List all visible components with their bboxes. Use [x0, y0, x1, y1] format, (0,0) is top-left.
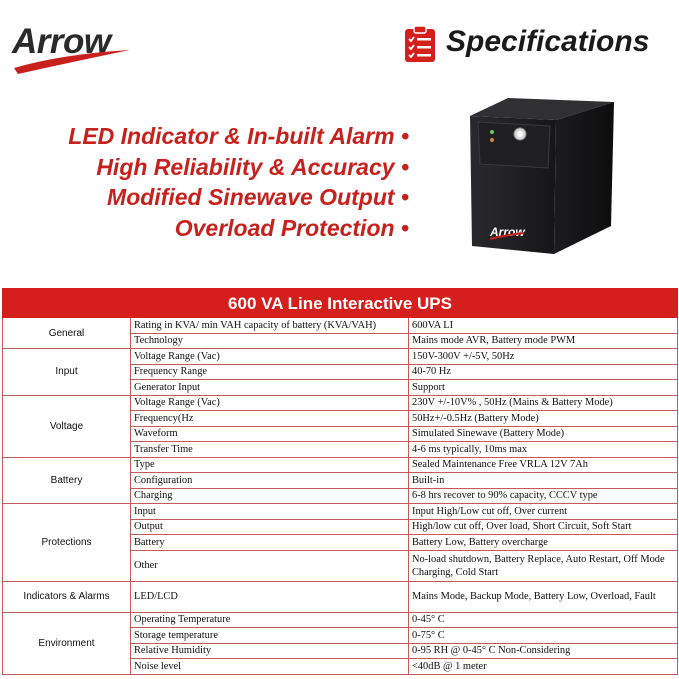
- page-title: Specifications: [446, 25, 650, 58]
- param-cell: Generator Input: [131, 380, 409, 396]
- feature-item: LED Indicator & In-built Alarm •: [68, 123, 409, 149]
- value-cell: 6-8 hrs recover to 90% capacity, CCCV type: [409, 488, 678, 504]
- param-cell: Transfer Time: [131, 442, 409, 458]
- value-cell: 150V-300V +/-5V, 50Hz: [409, 349, 678, 365]
- value-cell: Built-in: [409, 473, 678, 489]
- param-cell: Waveform: [131, 426, 409, 442]
- table-row: [3, 457, 678, 473]
- product-brand-label: Arrow: [490, 225, 525, 239]
- table-row: [3, 504, 678, 520]
- value-cell: 4-6 ms typically, 10ms max: [409, 442, 678, 458]
- param-cell: LED/LCD: [131, 581, 409, 612]
- param-cell: Other: [131, 550, 409, 581]
- param-cell: Output: [131, 519, 409, 535]
- param-cell: Configuration: [131, 473, 409, 489]
- param-cell: Frequency Range: [131, 364, 409, 380]
- value-cell: Simulated Sinewave (Battery Mode): [409, 426, 678, 442]
- table-row: [3, 349, 678, 365]
- param-cell: Rating in KVA/ min VAH capacity of battery (KVA/VAH): [131, 318, 409, 334]
- param-cell: Noise level: [131, 659, 409, 675]
- feature-item: High Reliability & Accuracy •: [96, 153, 409, 180]
- param-cell: Voltage Range (Vac): [131, 395, 409, 411]
- value-cell: No-load shutdown, Battery Replace, Auto Restart, Off Mode Charging, Cold Start: [409, 550, 678, 581]
- ups-product-image: [468, 98, 614, 256]
- param-cell: Relative Humidity: [131, 643, 409, 659]
- value-cell: 0-75° C: [409, 628, 678, 644]
- value-cell: Mains Mode, Backup Mode, Battery Low, Overload, Fault: [409, 581, 678, 612]
- value-cell: 230V +/-10V% , 50Hz (Mains & Battery Mode): [409, 395, 678, 411]
- param-cell: Storage temperature: [131, 628, 409, 644]
- value-cell: 40-70 Hz: [409, 364, 678, 380]
- value-cell: 0-45° C: [409, 612, 678, 628]
- value-cell: 0-95 RH @ 0-45° C Non-Considering: [409, 643, 678, 659]
- clipboard-checklist-icon: [404, 25, 436, 63]
- group-label: Battery: [3, 457, 131, 504]
- table-row: [3, 612, 678, 628]
- group-label: Voltage: [3, 395, 131, 457]
- param-cell: Type: [131, 457, 409, 473]
- param-cell: Battery: [131, 535, 409, 551]
- value-cell: Battery Low, Battery overcharge: [409, 535, 678, 551]
- table-row: [3, 318, 678, 334]
- param-cell: Input: [131, 504, 409, 520]
- group-label: Input: [3, 349, 131, 396]
- param-cell: Frequency(Hz: [131, 411, 409, 427]
- table-title-row: [3, 289, 678, 318]
- value-cell: High/low cut off, Over load, Short Circuit, Soft Start: [409, 519, 678, 535]
- value-cell: Input High/Low cut off, Over current: [409, 504, 678, 520]
- table-title: 600 VA Line Interactive UPS: [3, 289, 678, 318]
- feature-item: Modified Sinewave Output •: [107, 184, 409, 210]
- value-cell: Mains mode AVR, Battery mode PWM: [409, 333, 678, 349]
- logo-swoosh-icon: [12, 48, 132, 74]
- param-cell: Charging: [131, 488, 409, 504]
- specifications-table: [2, 288, 678, 675]
- value-cell: Sealed Maintenance Free VRLA 12V 7Ah: [409, 457, 678, 473]
- group-label: Environment: [3, 612, 131, 674]
- feature-item: Overload Protection •: [174, 214, 409, 241]
- group-label: General: [3, 318, 131, 349]
- value-cell: 50Hz+/-0.5Hz (Battery Mode): [409, 411, 678, 427]
- value-cell: Support: [409, 380, 678, 396]
- param-cell: Voltage Range (Vac): [131, 349, 409, 365]
- value-cell: <40dB @ 1 meter: [409, 659, 678, 675]
- param-cell: Technology: [131, 333, 409, 349]
- group-label: Protections: [3, 504, 131, 582]
- group-label: Indicators & Alarms: [3, 581, 131, 612]
- table-row: [3, 581, 678, 612]
- feature-list: [68, 121, 409, 243]
- table-row: [3, 395, 678, 411]
- brand-logo: [12, 18, 132, 76]
- value-cell: 600VA LI: [409, 318, 678, 334]
- param-cell: Operating Temperature: [131, 612, 409, 628]
- brand-name: Arrow: [12, 22, 111, 61]
